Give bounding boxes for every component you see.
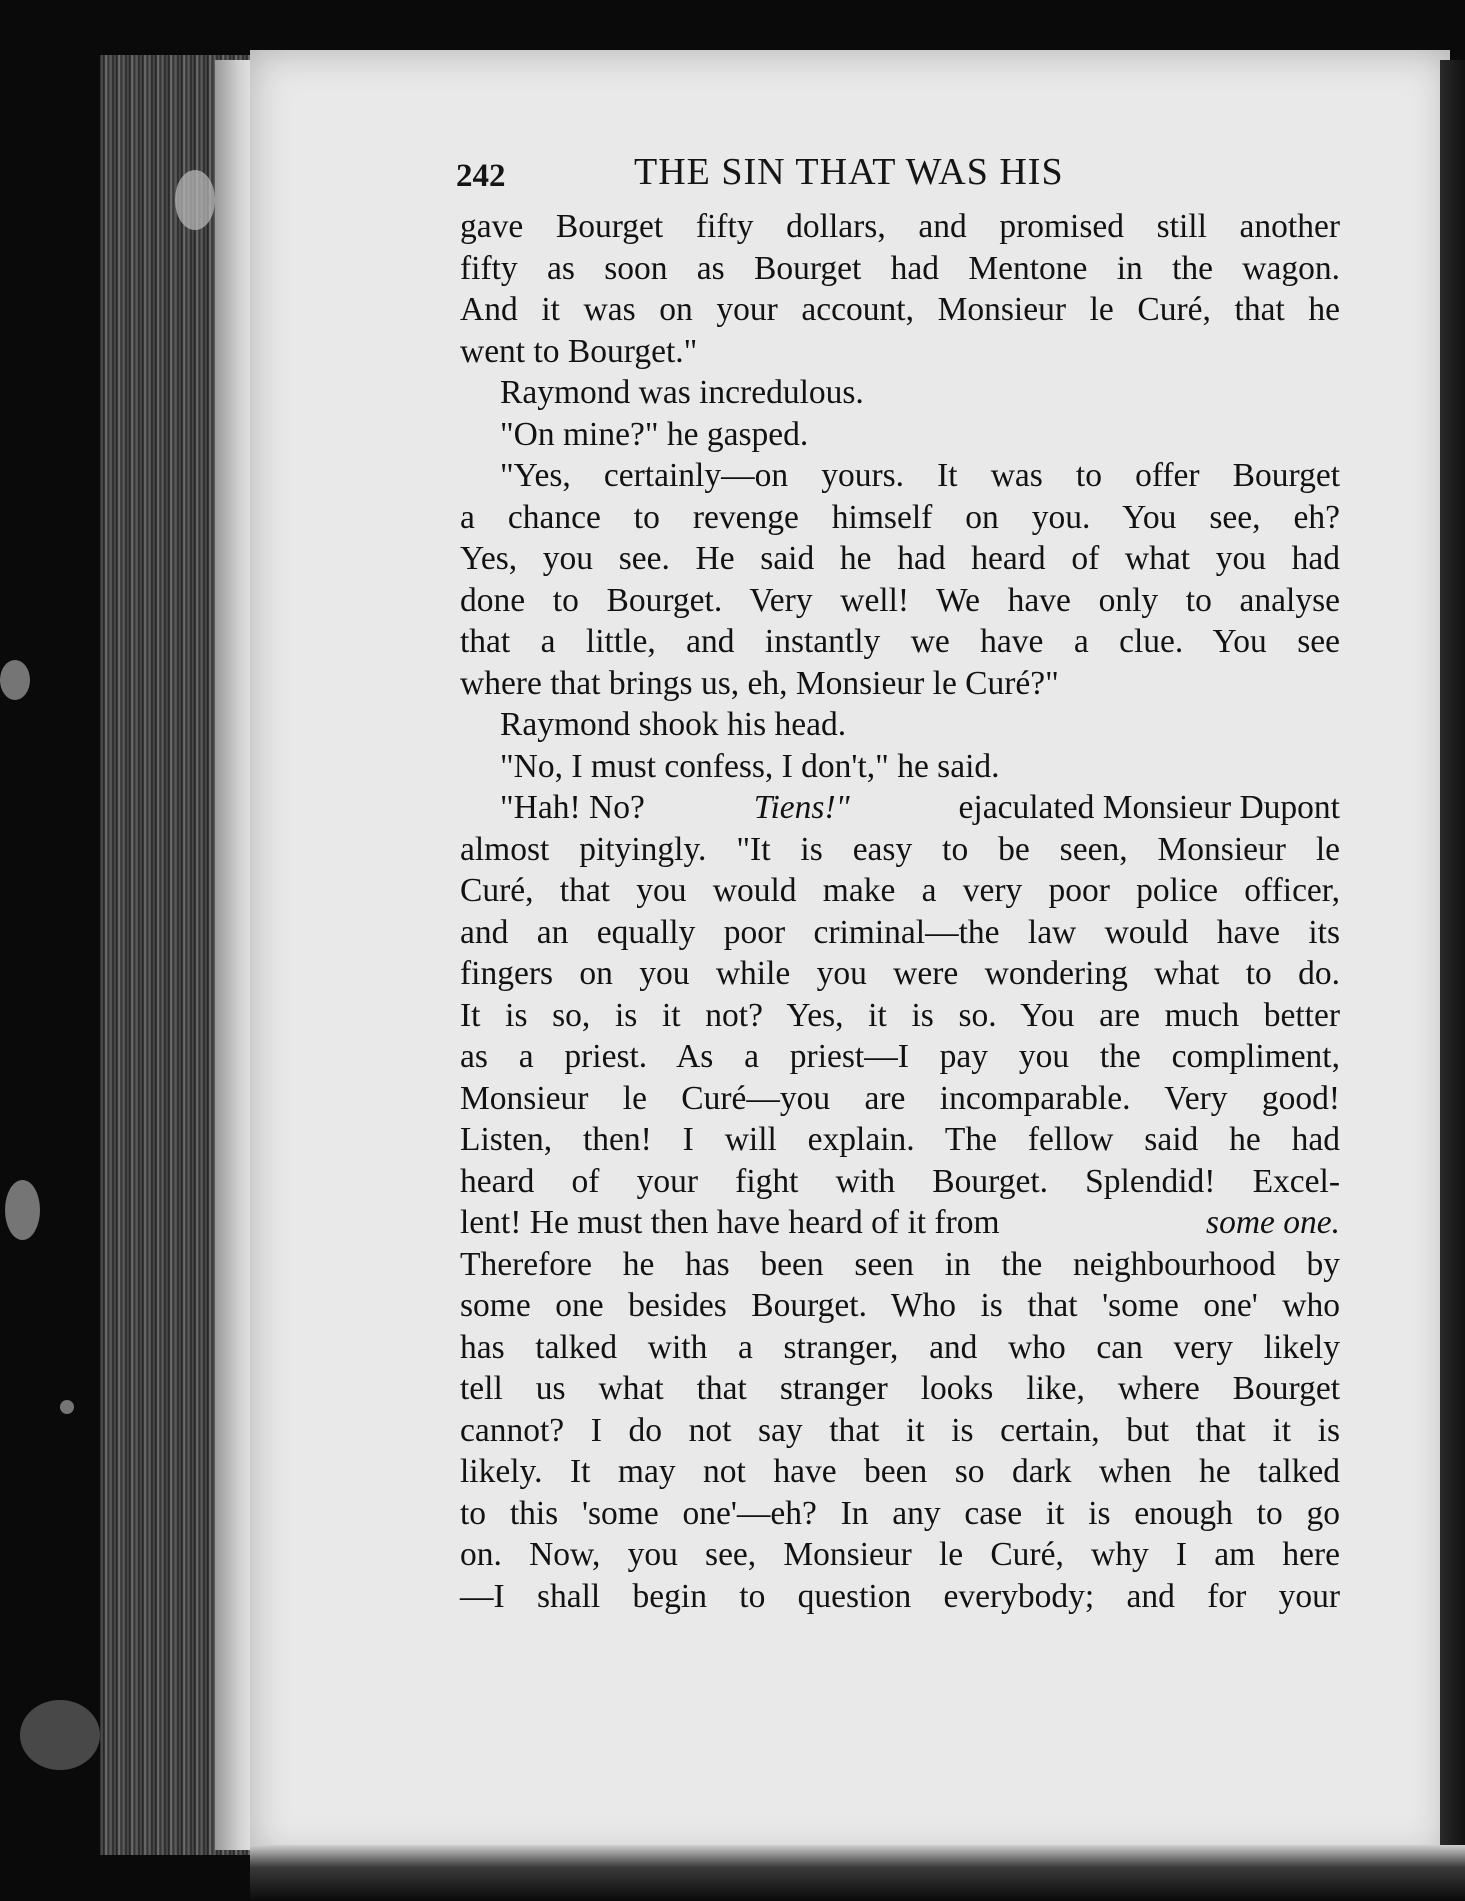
text-line: Yes, you see. He said he had heard of what you had <box>460 540 1340 577</box>
text-run: lent! He must then have heard of it from <box>460 1204 1008 1241</box>
text-run-italic: Tiens!" <box>753 789 850 826</box>
text-line: Curé, that you would make a very poor police officer, <box>460 872 1340 909</box>
page-number: 242 <box>456 158 506 194</box>
text-line: went to Bourget." <box>460 332 698 370</box>
text-line: gave Bourget fifty dollars, and promised still another <box>460 208 1340 245</box>
text-line: Monsieur le Curé—you are incomparable. Very good! <box>460 1079 1340 1117</box>
running-title: THE SIN THAT WAS HIS <box>634 151 1064 193</box>
text-run: ejaculated Monsieur Dupont <box>950 789 1340 826</box>
scan-speck <box>0 660 30 700</box>
text-line: —I shall begin to question everybody; and for your <box>460 1577 1340 1615</box>
text-line: Raymond shook his head. <box>500 706 847 743</box>
text-line: has talked with a stranger, and who can very likely <box>460 1328 1340 1366</box>
text-line: some one besides Bourget. Who is that 'some one' who <box>460 1287 1340 1324</box>
text-line: where that brings us, eh, Monsieur le Curé?" <box>460 664 1059 702</box>
text-line: "No, I must confess, I don't," he said. <box>500 747 1000 785</box>
text-line: to this 'some one'—eh? In any case it is enough to go <box>460 1494 1340 1532</box>
text-line: on. Now, you see, Monsieur le Curé, why I am here <box>460 1536 1340 1573</box>
text-line: Listen, then! I will explain. The fellow said he had <box>460 1121 1340 1158</box>
text-line: And it was on your account, Monsieur le Curé, that he <box>460 291 1340 328</box>
text-line: cannot? I do not say that it is certain, but that it is <box>460 1411 1340 1449</box>
text-run: "Hah! No? <box>500 789 654 826</box>
text-line: done to Bourget. Very well! We have only to analyse <box>460 581 1340 619</box>
text-line: almost pityingly. "It is easy to be seen, Monsieur le <box>460 830 1340 868</box>
text-line: Therefore he has been seen in the neighbourhood by <box>460 1245 1340 1283</box>
text-line-mixed <box>460 787 1340 829</box>
text-line: and an equally poor criminal—the law would have its <box>460 913 1340 951</box>
text-run-italic: some one. <box>1206 1204 1340 1241</box>
text-line: tell us what that stranger looks like, where Bourget <box>460 1370 1340 1407</box>
scan-speck <box>5 1180 40 1240</box>
text-line: It is so, is it not? Yes, it is so. You are much better <box>460 996 1340 1034</box>
text-line: a chance to revenge himself on you. You see, eh? <box>460 498 1340 536</box>
text-line: heard of your fight with Bourget. Splendid! Excel- <box>460 1162 1340 1200</box>
text-line: fingers on you while you were wondering what to do. <box>460 955 1340 992</box>
text-line: Raymond was incredulous. <box>500 374 864 411</box>
text-line: likely. It may not have been so dark when he talked <box>460 1453 1340 1490</box>
text-line-mixed <box>460 1202 1340 1244</box>
text-line: "On mine?" he gasped. <box>500 415 809 453</box>
text-line: as a priest. As a priest—I pay you the compliment, <box>460 1038 1340 1075</box>
scan-speck <box>20 1700 100 1770</box>
text-line: "Yes, certainly—on yours. It was to offer Bourget <box>500 457 1340 494</box>
page-gutter <box>215 60 255 1850</box>
text-line: fifty as soon as Bourget had Mentone in the wagon. <box>460 249 1340 287</box>
body-text <box>460 206 1340 1617</box>
page-header <box>456 150 1336 200</box>
page-right-edge <box>1440 60 1465 1860</box>
scan-speck <box>175 170 215 230</box>
text-line: that a little, and instantly we have a clue. You see <box>460 623 1340 660</box>
scan-speck <box>60 1400 74 1414</box>
page-bottom-edge <box>250 1845 1465 1901</box>
